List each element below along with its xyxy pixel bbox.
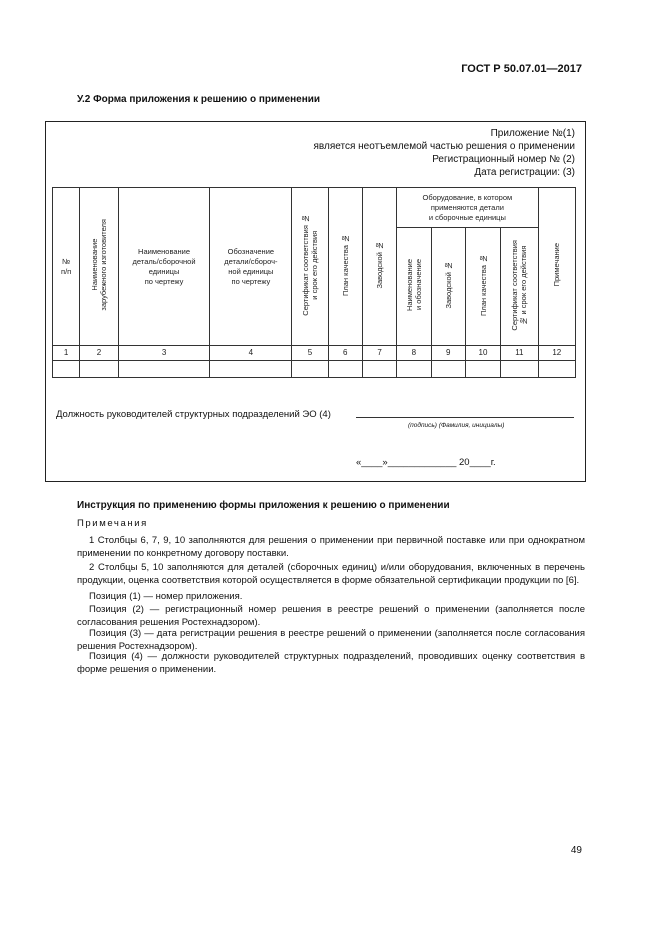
reg-number-line: Регистрационный номер № (2) xyxy=(432,154,575,165)
appendix-header xyxy=(314,127,576,179)
appendix-line: Приложение №(1) xyxy=(490,128,575,139)
position-line: Должность руководителей структурных подразделений ЭО (4) xyxy=(56,409,331,420)
col-header-9: Заводской № xyxy=(431,228,465,346)
col-header-6: План качества № xyxy=(328,188,362,346)
position-paragraph-2: Позиция (2) — регистрационный номер решения в реестре решений о применении (заполняется после согласования решения Ростехнадзором). xyxy=(77,604,585,628)
col-number: 11 xyxy=(501,346,538,361)
table-cell xyxy=(501,361,538,378)
section-title: У.2 Форма приложения к решению о применении xyxy=(77,94,321,105)
form-frame xyxy=(45,121,586,482)
table-cell xyxy=(328,361,362,378)
col-number: 8 xyxy=(397,346,431,361)
col-number: 4 xyxy=(210,346,292,361)
form-table xyxy=(52,187,576,378)
note-paragraph-2: 2 Столбцы 5, 10 заполняются для деталей (сборочных единиц) и/или оборудования, включенных в перечень продукции, оценка соответствия которой осуществляется в форме обязательной сертификации продукции по [6]. xyxy=(77,562,585,586)
col-number: 10 xyxy=(465,346,500,361)
note-paragraph-1: 1 Столбцы 6, 7, 9, 10 заполняются для решения о применении при первичной поставке или при однократном применении по конкретному договору поставки. xyxy=(77,535,585,559)
position-paragraph-3: Позиция (3) — дата регистрации решения в реестре решений о применении (заполняется после согласования решения Ростехнадзором). xyxy=(77,628,585,652)
col-header-1: № п/п xyxy=(53,188,80,346)
table-cell xyxy=(465,361,500,378)
col-header-11: Сертификат соответствия № и срок его действия xyxy=(501,228,538,346)
notes-label: Примечания xyxy=(77,518,148,529)
signature-underline xyxy=(356,417,574,418)
col-header-3: Наименование деталь/сборочной единицы по чертежу xyxy=(118,188,210,346)
col-number: 6 xyxy=(328,346,362,361)
table-cell xyxy=(53,361,80,378)
table-cell xyxy=(292,361,328,378)
empty-data-row xyxy=(53,361,576,378)
col-header-7: Заводской № xyxy=(362,188,396,346)
date-line: «____»_____________ 20____г. xyxy=(356,457,496,468)
col-number: 9 xyxy=(431,346,465,361)
table-cell xyxy=(431,361,465,378)
col-header-10: План качества № xyxy=(465,228,500,346)
col-header-12: Примечание xyxy=(538,188,575,346)
position-paragraph-1: Позиция (1) — номер приложения. xyxy=(89,591,243,602)
col-number: 7 xyxy=(362,346,396,361)
table-cell xyxy=(397,361,431,378)
col-header-2: Наименование зарубежного изготовителя xyxy=(80,188,118,346)
position-paragraph-4: Позиция (4) — должности руководителей структурных подразделений, проводивших оценку соответствия в форме решения о применении. xyxy=(77,651,585,675)
instruction-title: Инструкция по применению формы приложения к решению о применении xyxy=(77,500,450,511)
table-cell xyxy=(210,361,292,378)
col-number: 3 xyxy=(118,346,210,361)
col-number: 2 xyxy=(80,346,118,361)
page-number: 49 xyxy=(570,845,582,856)
col-header-4: Обозначение детали/сбороч- ной единицы по чертежу xyxy=(210,188,292,346)
table-cell xyxy=(362,361,396,378)
col-header-equipment-group: Оборудование, в котором применяются детали и сборочные единицы xyxy=(397,188,538,228)
col-header-8: Наименование и обозначение xyxy=(397,228,431,346)
table-cell xyxy=(118,361,210,378)
col-number: 5 xyxy=(292,346,328,361)
signature-hint: (подпись) (Фамилия, инициалы) xyxy=(408,422,505,429)
col-number: 12 xyxy=(538,346,575,361)
col-header-5: Сертификат соответствия № и срок его действия xyxy=(292,188,328,346)
table-cell xyxy=(80,361,118,378)
reg-date-line: Дата регистрации: (3) xyxy=(474,167,575,178)
col-number: 1 xyxy=(53,346,80,361)
table-cell xyxy=(538,361,575,378)
standard-code: ГОСТ Р 50.07.01—2017 xyxy=(461,63,582,75)
integral-line: является неотъемлемой частью решения о применении xyxy=(313,141,575,152)
column-number-row xyxy=(53,346,576,361)
